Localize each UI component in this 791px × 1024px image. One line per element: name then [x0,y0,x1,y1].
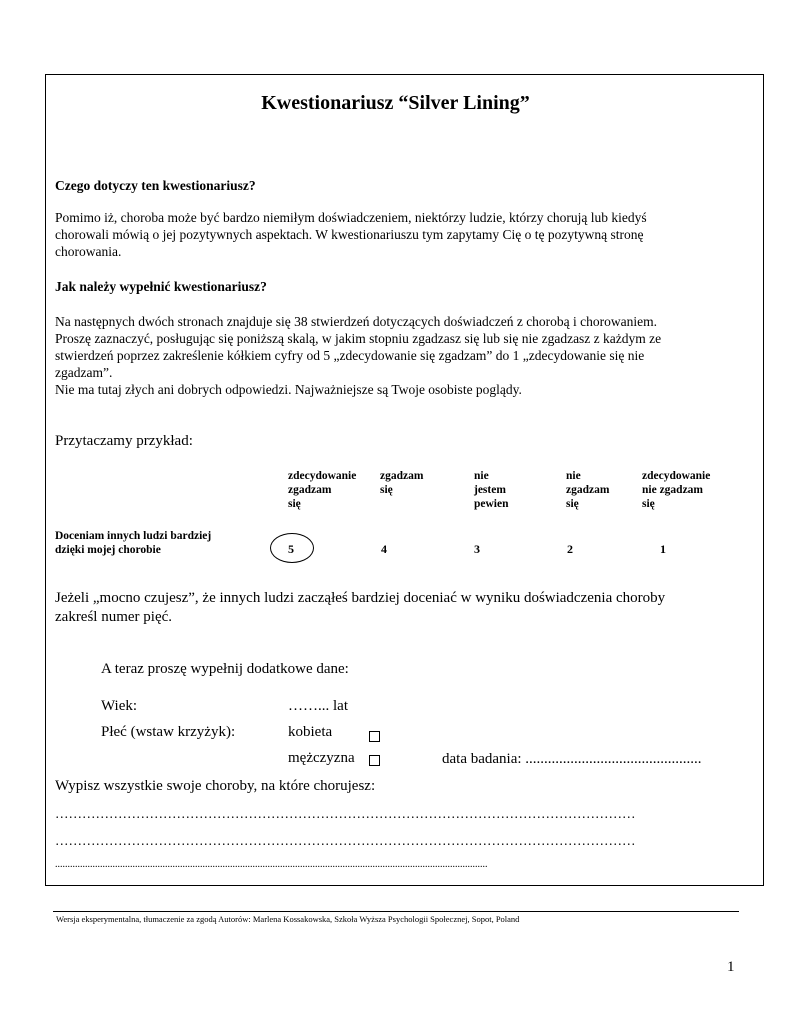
scale-value-2[interactable]: 2 [567,542,573,556]
text-line: stwierdzeń poprzez zakreślenie kółkiem cyfry od 5 „zdecydowanie się zgadzam” do 1 „zdecydowanie się nie [55,348,645,363]
gender-label: Płeć (wstaw krzyżyk): [101,724,236,740]
scale-value-4[interactable]: 4 [381,542,387,556]
page-number: 1 [727,959,735,975]
section-text-instructions [55,313,661,398]
scale-header-line: zdecydowanie [642,470,711,482]
diseases-label: Wypisz wszystkie swoje choroby, na które chorujesz: [55,778,376,794]
footer-note: Wersja eksperymentalna, tłumaczenie za zgodą Autorów: Marlena Kossakowska, Szkoła Wyższa Psychologii Społecznej, Sopot, Poland [56,914,520,924]
example-statement [55,529,211,557]
text-line: Proszę zaznaczyć, posługując się poniższą skalą, w jakim stopniu zgadzasz się lub się nie zgadzasz z każdym ze [55,331,662,346]
text-line: zakreśl numer pięć. [55,609,173,625]
scale-header-line: pewien [474,498,509,510]
statement-line: Doceniam innych ludzi bardziej [55,530,212,542]
scale-header-strongly-agree [288,469,356,511]
scale-header-line: nie zgadzam [642,484,704,496]
statement-line: dzięki mojej chorobie [55,544,161,556]
example-explanation [55,589,665,627]
text-line: Pomimo iż, choroba może być bardzo niemiłym doświadczeniem, niektórzy ludzie, którzy chorują lub kiedyś [55,210,647,225]
page-title: Kwestionariusz “Silver Lining” [261,92,530,114]
age-field[interactable]: ……... lat [288,698,348,714]
date-field[interactable]: data badania: ............................................... [442,751,702,767]
text-line: chorowania. [55,244,122,259]
scale-header-line: zgadzam [288,484,332,496]
diseases-field-line-1[interactable]: ………………………………………………………………………………………………………………… [55,806,636,821]
text-line: chorowali mówią o jej pozytywnych aspektach. W kwestionariuszu tym zapytamy Cię o tę pozytywną stronę [55,227,644,242]
gender-option-male-label: mężczyzna [288,750,355,766]
scale-value-5[interactable]: 5 [288,542,294,556]
text-line: zgadzam”. [55,365,113,380]
section-heading-instructions: Jak należy wypełnić kwestionariusz? [55,279,267,294]
scale-value-3[interactable]: 3 [474,542,480,556]
diseases-field-line-2[interactable]: ………………………………………………………………………………………………………………… [55,833,636,848]
scale-header-strongly-disagree [642,469,710,511]
scale-header-line: się [566,498,579,510]
scale-header-not-sure [474,469,509,511]
text-line: Nie ma tutaj złych ani dobrych odpowiedzi. Najważniejsze są Twoje osobiste poglądy. [55,382,522,397]
example-intro: Przytaczamy przykład: [55,433,193,449]
text-line: Na następnych dwóch stronach znajduje się 38 stwierdzeń dotyczących doświadczeń z chorobą i chorowaniem. [55,314,658,329]
section-text-purpose [55,209,647,260]
scale-header-disagree [566,469,609,511]
scale-header-line: się [288,498,301,510]
scale-header-line: zgadzam [380,470,424,482]
gender-male-checkbox[interactable] [369,755,380,766]
scale-header-line: zdecydowanie [288,470,357,482]
scale-header-agree [380,469,423,497]
diseases-field-line-3[interactable]: ............................................................................................................................................................................. [55,859,488,870]
text-line: Jeżeli „mocno czujesz”, że innych ludzi zacząłeś bardziej doceniać w wyniku doświadczenia choroby [55,590,666,606]
section-heading-purpose: Czego dotyczy ten kwestionariusz? [55,178,256,193]
scale-header-line: nie [566,470,581,482]
scale-header-line: się [380,484,393,496]
extra-intro: A teraz proszę wypełnij dodatkowe dane: [101,661,349,677]
scale-value-1[interactable]: 1 [660,542,666,556]
age-label: Wiek: [101,698,138,714]
scale-header-line: nie [474,470,489,482]
footer-rule [53,911,739,912]
scale-header-line: się [642,498,655,510]
gender-female-checkbox[interactable] [369,731,380,742]
scale-header-line: jestem [474,484,506,496]
gender-option-female-label: kobieta [288,724,333,740]
scale-header-line: zgadzam [566,484,610,496]
